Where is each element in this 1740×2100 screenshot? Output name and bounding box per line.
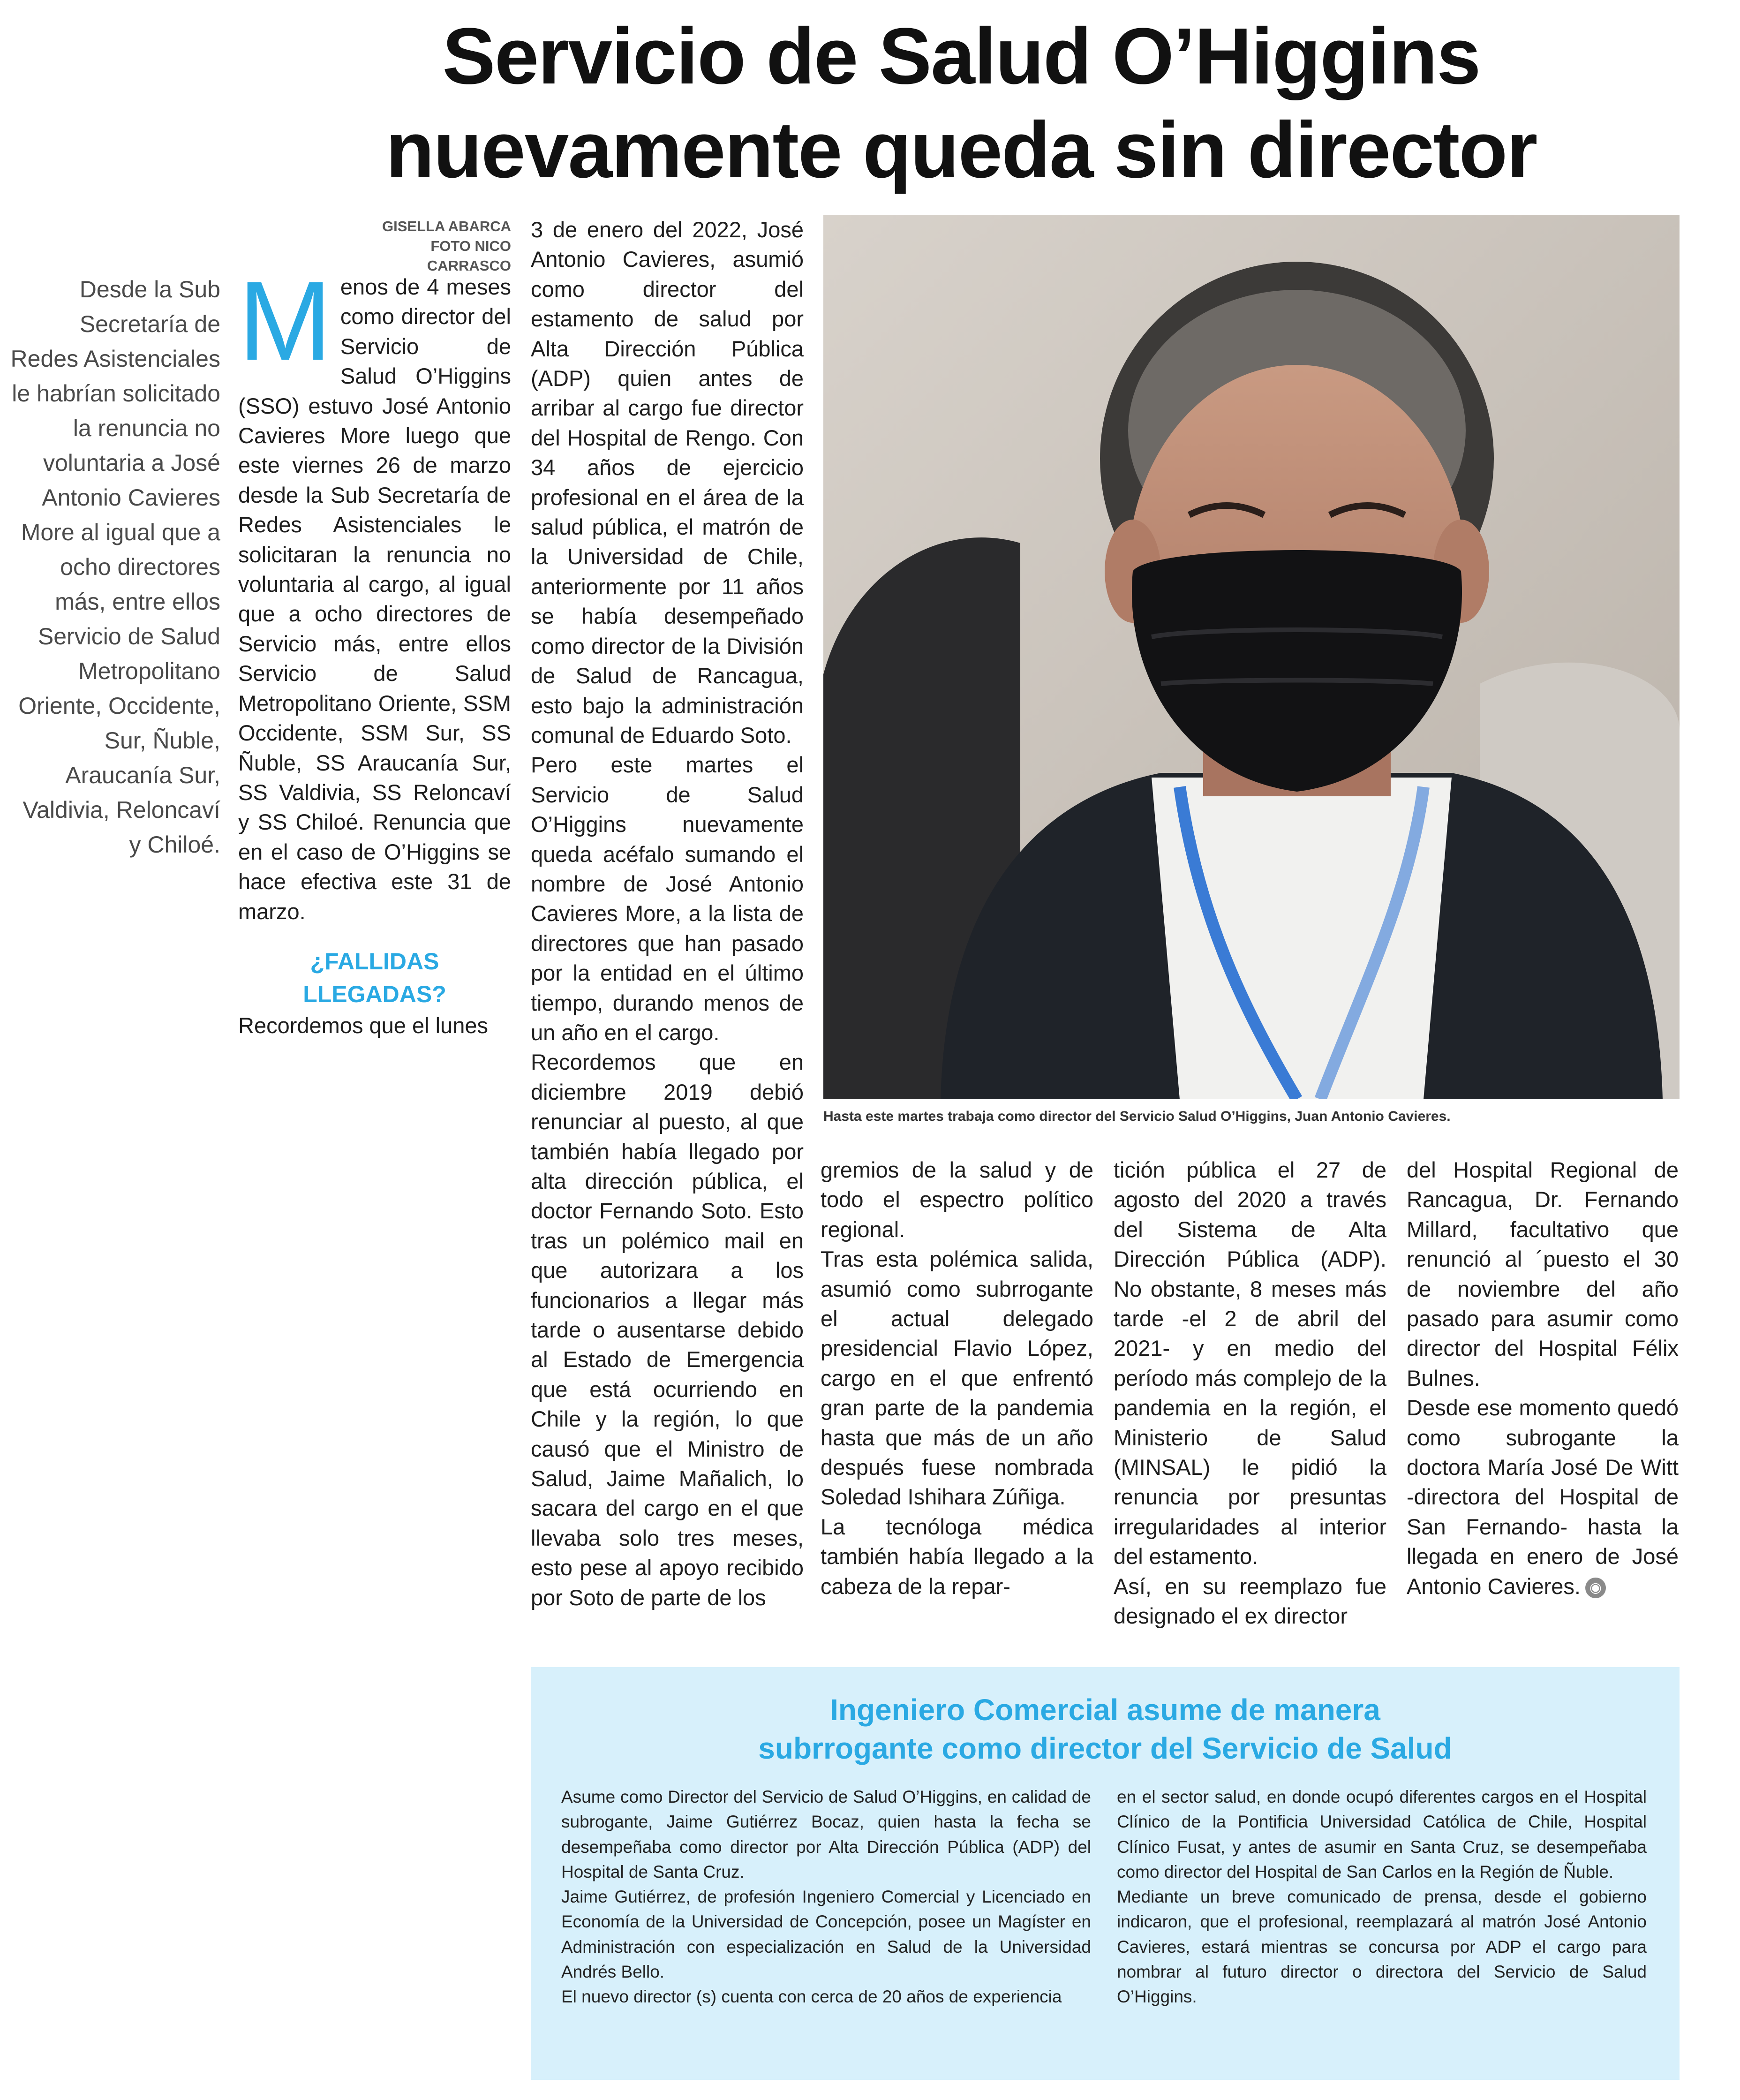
- article-paragraph: gremios de la salud y de todo el espectro político regional.: [821, 1157, 1093, 1242]
- article-paragraph-text: Desde ese momento quedó como subrogante la doctora María José De Witt -directora del Hospital de San Fernando- hasta la llegada en enero de José Antonio Cavieres.: [1407, 1395, 1679, 1599]
- info-box-paragraph: en el sector salud, en donde ocupó diferentes cargos en el Hospital Clínico de la Pontificia Universidad Católica de Chile, Hospital Clínico Fusat, y antes de asumir en Santa Cruz, se desempeñaba como director del Hospital de San Carlos en la Región de Ñuble.: [1117, 1787, 1647, 1881]
- info-box-column-1: [561, 1784, 1091, 2009]
- article-paragraph: Recordemos que en diciembre 2019 debió renunciar al puesto, al que también había llegado por alta dirección pública, el doctor Fernando Soto. Esto tras un polémico mail en que autorizara a los funcionarios a llegar más tarde o ausentarse debido al Estado de Emergencia que está ocurriendo en Chile y la región, lo que causó que el Ministro de Salud, Jaime Mañalich, lo sacara del cargo en el que llevaba solo tres meses, esto pese al apoyo recibido por Soto de parte de los: [531, 1050, 804, 1610]
- article-column-3: [821, 1155, 1093, 1601]
- info-box-column-2: [1117, 1784, 1647, 2009]
- portrait-illustration: [823, 215, 1680, 1099]
- info-box-paragraph: El nuevo director (s) cuenta con cerca de 20 años de experiencia: [561, 1987, 1062, 2007]
- article-column-1: [238, 258, 511, 1040]
- info-box-title-line-1: Ingeniero Comercial asume de manera: [830, 1693, 1380, 1727]
- article-column-2: [531, 215, 804, 1612]
- headline: [328, 9, 1594, 197]
- info-box-title-line-2: subrrogante como director del Servicio de Salud: [758, 1731, 1452, 1765]
- byline-photo-credit: FOTO NICO CARRASCO: [427, 238, 511, 274]
- article-paragraph: Recordemos que el lunes: [238, 1012, 488, 1038]
- article-paragraph: La tecnóloga médica también había llegado a la cabeza de la repar-: [821, 1514, 1093, 1599]
- byline: [352, 217, 511, 276]
- photo-caption: Hasta este martes trabaja como director del Servicio Salud O’Higgins, Juan Antonio Cavieres.: [823, 1109, 1451, 1124]
- info-box-paragraph: Asume como Director del Servicio de Salud O’Higgins, en calidad de subrogante, Jaime Gutiérrez Bocaz, quien hasta la fecha se desempeñaba como director por Alta Dirección Pública (ADP) del Hospital de Santa Cruz.: [561, 1787, 1091, 1881]
- info-box-paragraph: Jaime Gutiérrez, de profesión Ingeniero Comercial y Licenciado en Economía de la Universidad de Concepción, posee un Magíster en Administración con especialización en Salud de la Universidad Andrés Bello.: [561, 1887, 1091, 1982]
- article-paragraph: [1407, 1393, 1679, 1601]
- article-subhead: ¿FALLIDAS LLEGADAS?: [303, 948, 446, 1007]
- headline-line-1: Servicio de Salud O’Higgins: [442, 12, 1480, 101]
- headline-line-2: nuevamente queda sin director: [385, 106, 1537, 195]
- article-paragraph: del Hospital Regional de Rancagua, Dr. Fernando Millard, facultativo que renunció al ´puesto el 30 de noviembre del año pasado para asumir como director del Hospital Félix Bulnes.: [1407, 1157, 1679, 1390]
- byline-author: GISELLA ABARCA: [382, 218, 511, 234]
- sidebar-summary: Desde la Sub Secretaría de Redes Asistenciales le habrían solicitado la renuncia no voluntaria a José Antonio Cavieres More al igual que a ocho directores más, entre ellos Servicio de Salud Metropolitano Oriente, Occidente, Sur, Ñuble, Araucanía Sur, Valdivia, Reloncaví y Chiloé.: [10, 276, 220, 858]
- article-paragraph: Pero este martes el Servicio de Salud O’Higgins nuevamente queda acéfalo sumando el nombre de José Antonio Cavieres More, a la lista de directores que han pasado por la entidad en el último tiempo, durando menos de un año en el cargo.: [531, 752, 804, 1045]
- article-paragraph: Tras esta polémica salida, asumió como subrrogante el actual delegado presidencial Flavio López, cargo en el que enfrentó gran parte de la pandemia hasta que más de un año después fuese nombrada Soledad Ishihara Zúñiga.: [821, 1246, 1093, 1510]
- end-of-article-icon: ◉: [1585, 1578, 1606, 1598]
- article-column-4: [1114, 1155, 1386, 1631]
- info-box-title: [531, 1691, 1680, 1768]
- info-box: [531, 1667, 1680, 2080]
- article-paragraph: tición pública el 27 de agosto del 2020 a través del Sistema de Alta Dirección Pública (ADP). No obstante, 8 meses más tarde -el 2 de abril del 2021- y en medio del período más complejo de la pandemia en la región, el Ministerio de Salud (MINSAL) le pidió la renuncia por presuntas irregularidades al interior del estamento.: [1114, 1157, 1386, 1569]
- article-paragraph: 3 de enero del 2022, José Antonio Cavieres, asumió como director del estamento de salud por Alta Dirección Pública (ADP) quien antes de arribar al cargo fue director del Hospital de Rengo. Con 34 años de ejercicio profesional en el área de la salud pública, el matrón de la Universidad de Chile, anteriormente por 11 años se había desempeñado como director de la División de Salud de Rancagua, esto bajo la administración comunal de Eduardo Soto.: [531, 217, 804, 748]
- info-box-paragraph: Mediante un breve comunicado de prensa, desde el gobierno indicaron, que el profesional, reemplazará al matrón José Antonio Cavieres, estará mientras se concursa por ADP el cargo para nombrar al futuro director o directora del Servicio de Salud O’Higgins.: [1117, 1887, 1647, 2007]
- drop-cap: M: [238, 258, 332, 384]
- article-paragraph: enos de 4 meses como director del Servicio de Salud O’Higgins (SSO) estuvo José Antonio Cavieres More luego que este viernes 26 de marzo desde la Sub Secretaría de Redes Asistenciales le solicitaran la renuncia no voluntaria al cargo, al igual que a ocho directores de Servicio más, entre ellos Servicio de Salud Metropolitano Oriente, SSM Occidente, SSM Sur, SS Ñuble, SS Araucanía Sur, SS Valdivia, SS Reloncaví y SS Chiloé. Renuncia que en el caso de O’Higgins se hace efectiva este 31 de marzo.: [238, 274, 511, 924]
- article-column-5: [1407, 1155, 1679, 1601]
- article-paragraph: Así, en su reemplazo fue designado el ex director: [1114, 1573, 1386, 1629]
- article-photo: [823, 215, 1680, 1099]
